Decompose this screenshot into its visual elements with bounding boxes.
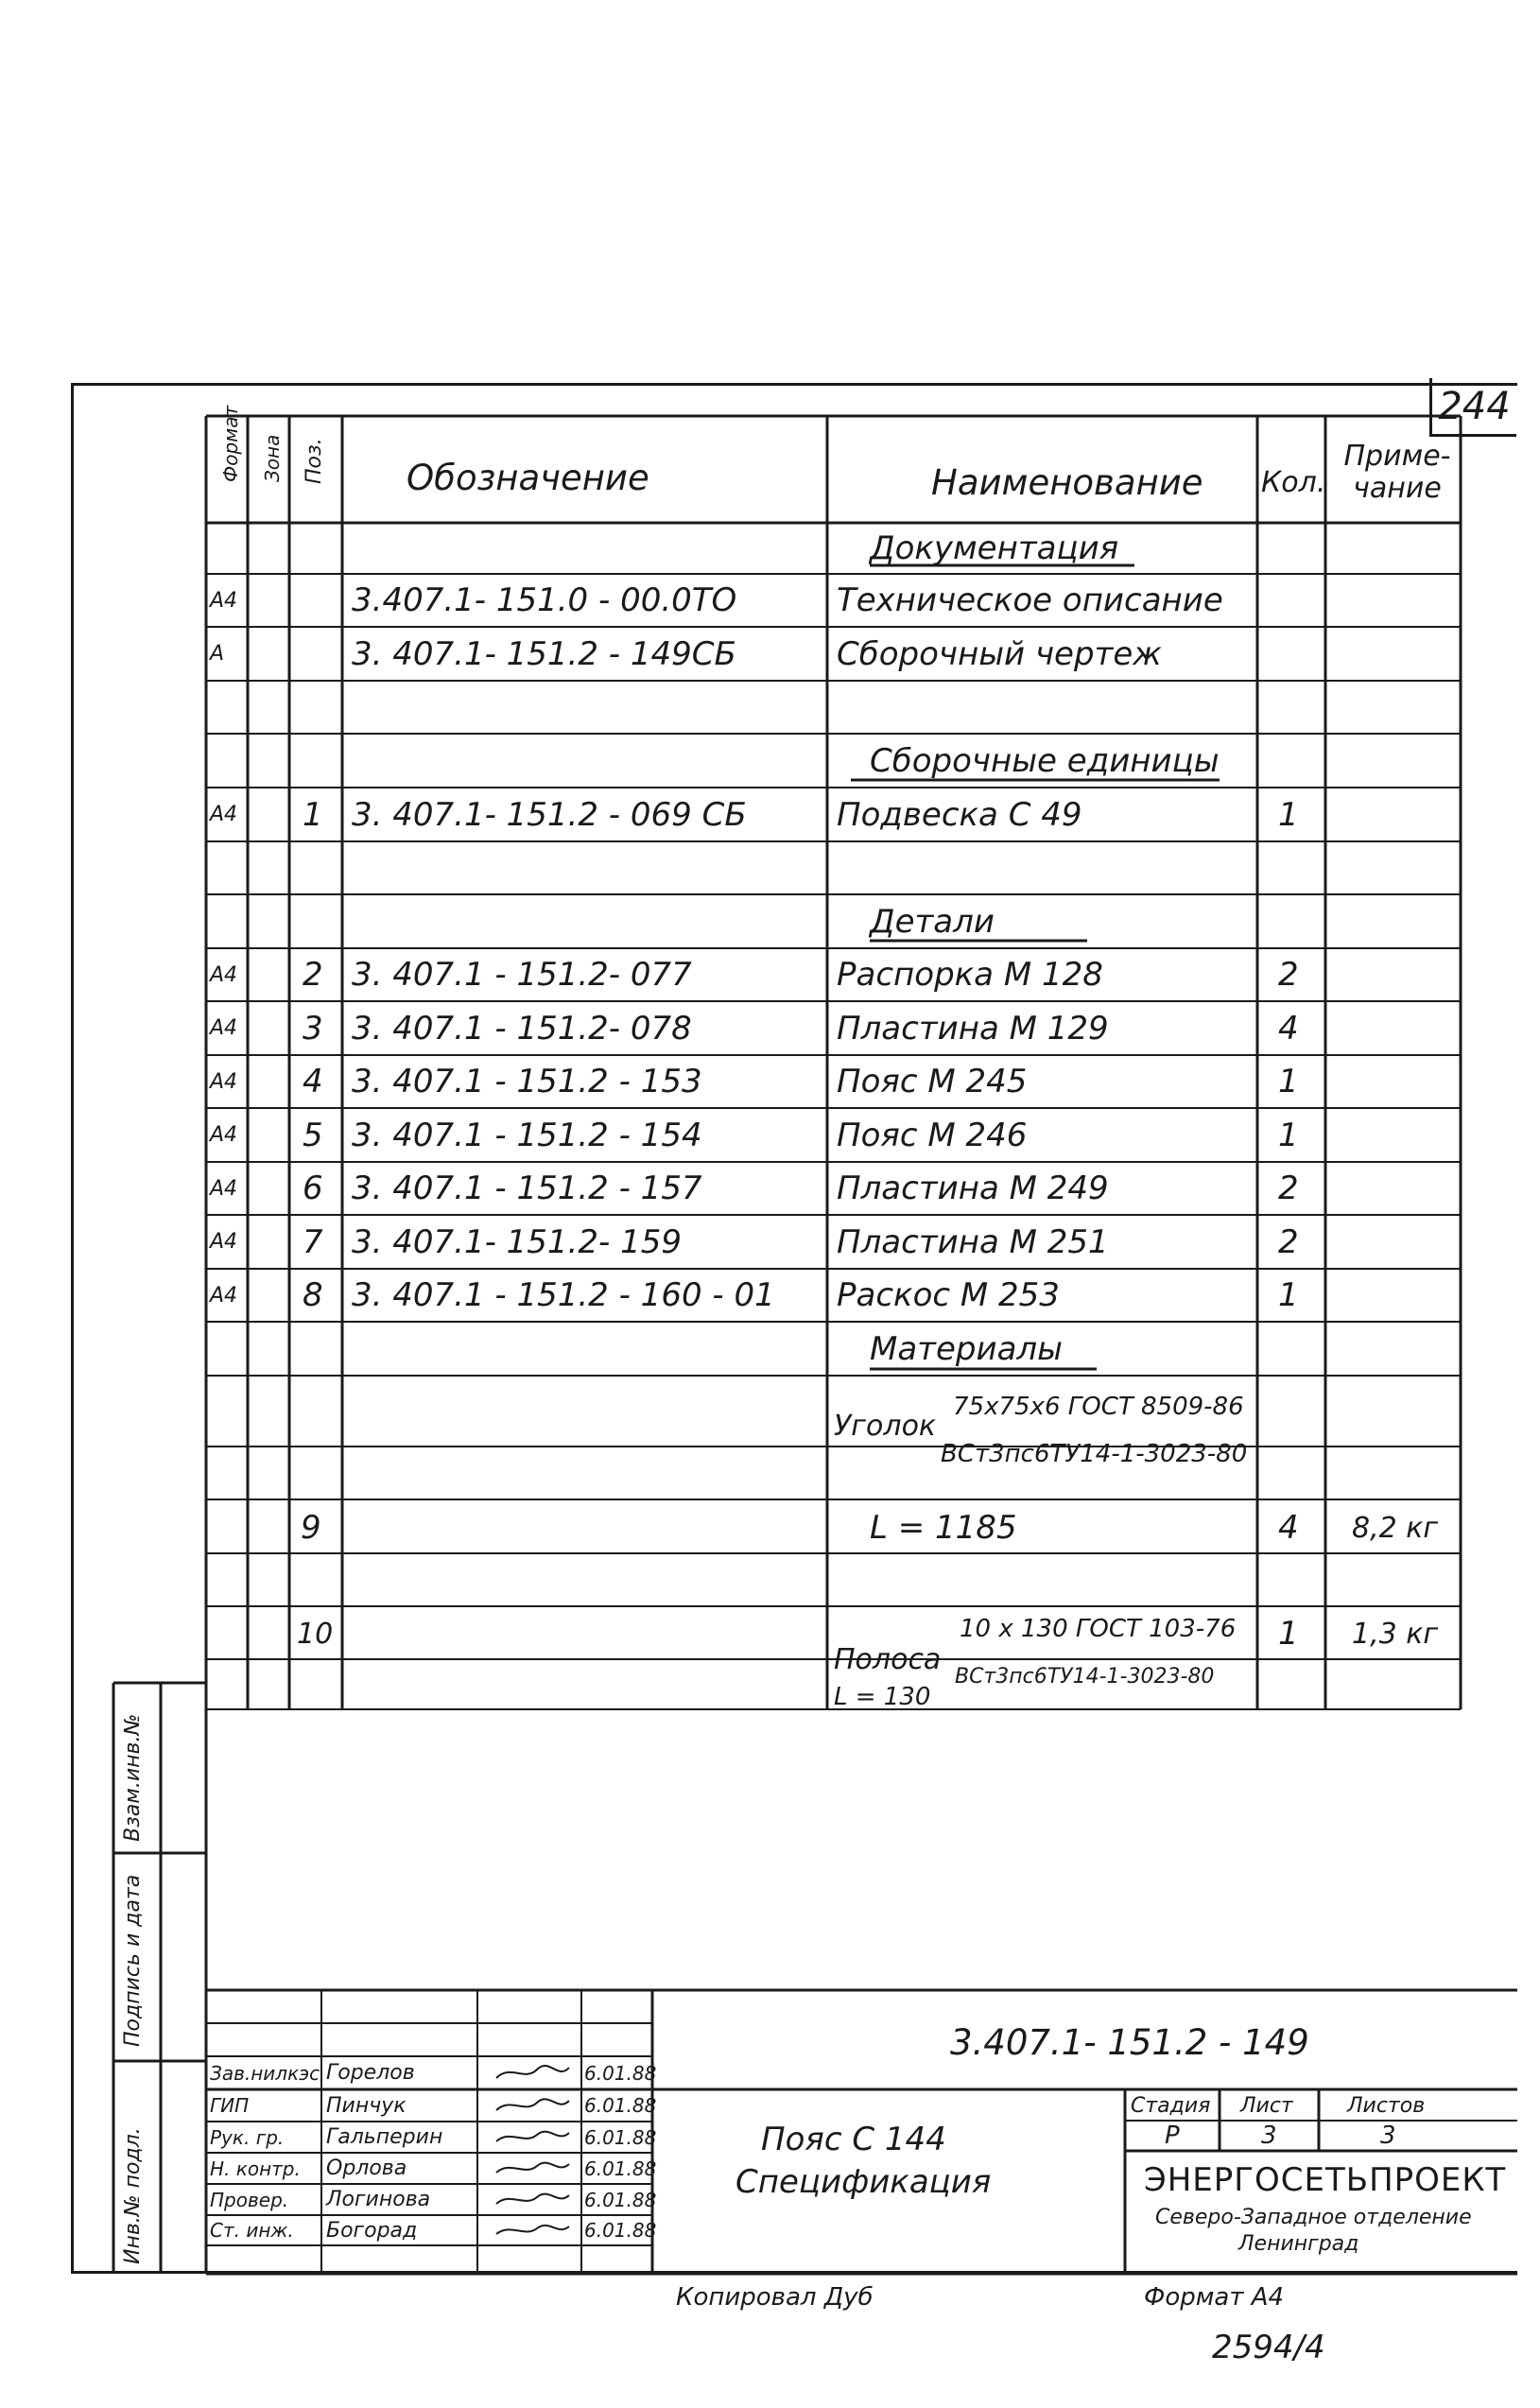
person-date: 6.01.88: [584, 2125, 657, 2149]
row-name: Пластина М 251: [837, 1222, 1109, 1261]
row-designation: 3. 407.1- 151.2 - 149СБ: [352, 634, 736, 673]
header-designation: Обозначение: [407, 457, 649, 498]
section-title: Документация: [870, 529, 1119, 567]
side-inv-podl: Инв.№ подл.: [121, 2127, 145, 2264]
person-name: Горелов: [326, 2061, 415, 2085]
row-name: Раскос М 253: [837, 1276, 1060, 1314]
doc-code: 3.407.1- 151.2 - 149: [950, 2021, 1309, 2063]
row-format: А4: [210, 1283, 238, 1308]
person-name: Орлова: [326, 2157, 407, 2180]
row-name: Подвеска С 49: [837, 795, 1082, 834]
row-qty: 2: [1278, 1222, 1299, 1261]
header-note: Приме-чание: [1343, 440, 1451, 505]
angle-pos: 9: [301, 1509, 321, 1547]
row-qty: 1: [1278, 1276, 1299, 1314]
strip-qty: 1: [1278, 1615, 1299, 1653]
angle-line1: 75х75х6 ГОСТ 8509-86: [953, 1393, 1244, 1421]
org-city: Ленинград: [1238, 2231, 1359, 2256]
person-date: 6.01.88: [584, 2219, 657, 2242]
angle-word: Уголок: [834, 1409, 937, 1443]
signature-mark: [492, 2190, 572, 2211]
header-pos: Поз.: [303, 438, 326, 484]
angle-length: L = 1185: [870, 1509, 1017, 1547]
strip-pos: 10: [297, 1617, 334, 1651]
sheet-number: 244: [1429, 378, 1516, 437]
row-name: Пластина М 129: [837, 1009, 1109, 1048]
row-qty: 1: [1278, 1116, 1299, 1154]
row-format: А4: [210, 1123, 238, 1147]
stage-value: Р: [1165, 2122, 1180, 2150]
row-designation: 3. 407.1 - 151.2 - 157: [352, 1169, 702, 1207]
signature-mark: [492, 2158, 572, 2180]
row-format: А4: [210, 1016, 238, 1040]
footer-format: Формат А4: [1144, 2283, 1285, 2312]
sheets-value: 3: [1380, 2122, 1396, 2150]
row-designation: 3. 407.1- 151.2- 159: [352, 1222, 682, 1261]
person-role: ГИП: [210, 2094, 250, 2117]
org-name: ЭНЕРГОСЕТЬПРОЕКТ: [1144, 2161, 1507, 2199]
signature-mark: [492, 2221, 572, 2242]
person-name: Гальперин: [326, 2125, 443, 2149]
angle-line2: ВСт3пс6ТУ14-1-3023-80: [941, 1440, 1248, 1468]
row-designation: 3. 407.1 - 151.2 - 160 - 01: [352, 1276, 775, 1314]
row-pos: 1: [303, 795, 323, 834]
row-format: А4: [210, 1069, 238, 1094]
strip-length: L = 130: [834, 1683, 931, 1711]
person-name: Пинчук: [326, 2093, 407, 2118]
signature-mark: [492, 2127, 572, 2149]
section-title: Материалы: [870, 1329, 1063, 1368]
row-format: А4: [210, 1230, 238, 1254]
row-format: А4: [210, 1176, 238, 1201]
side-vzam: Взам.инв.№: [121, 1713, 145, 1842]
title-line1: Пояс С 144: [761, 2121, 946, 2158]
header-zone: Зона: [261, 434, 284, 482]
row-format: А4: [210, 588, 238, 613]
person-role: Н. контр.: [210, 2157, 301, 2180]
archive-number: 2594/4: [1212, 2329, 1325, 2366]
person-date: 6.01.88: [584, 2157, 657, 2180]
sheet-label: Лист: [1240, 2093, 1293, 2118]
strip-note: 1,3 кг: [1352, 1617, 1439, 1651]
person-date: 6.01.88: [584, 2061, 657, 2085]
row-pos: 7: [303, 1222, 323, 1261]
person-name: Богорад: [326, 2218, 418, 2243]
row-qty: 4: [1278, 1009, 1299, 1048]
row-pos: 5: [303, 1116, 323, 1154]
sheets-label: Листов: [1347, 2093, 1426, 2118]
person-role: Провер.: [210, 2188, 289, 2211]
strip-word: Полоса: [834, 1642, 942, 1676]
strip-line1: 10 х 130 ГОСТ 103-76: [960, 1615, 1237, 1643]
row-pos: 8: [303, 1276, 323, 1314]
row-pos: 2: [303, 956, 323, 994]
section-title: Детали: [870, 902, 995, 941]
row-qty: 1: [1278, 795, 1299, 834]
sheet-value: 3: [1261, 2122, 1277, 2150]
row-name: Пластина М 249: [837, 1169, 1109, 1207]
org-dept: Северо-Западное отделение: [1155, 2205, 1472, 2229]
row-format: А4: [210, 803, 238, 826]
row-qty: 1: [1278, 1063, 1299, 1100]
row-designation: 3. 407.1 - 151.2 - 154: [352, 1116, 702, 1154]
signature-mark: [492, 2095, 572, 2118]
copied-by: Копировал Дуб: [676, 2283, 874, 2312]
signature-mark: [492, 2062, 572, 2086]
person-role: Рук. гр.: [210, 2125, 285, 2149]
row-designation: 3.407.1- 151.0 - 00.0ТО: [352, 581, 737, 619]
row-pos: 6: [303, 1169, 323, 1207]
section-title: Сборочные единицы: [870, 741, 1220, 780]
header-qty: Кол.: [1261, 465, 1326, 499]
header-format: Формат: [219, 405, 242, 482]
person-name: Логинова: [326, 2188, 431, 2211]
side-podpis: Подпись и дата: [121, 1874, 145, 2047]
angle-note: 8,2 кг: [1352, 1511, 1439, 1545]
row-name: Пояс М 246: [837, 1116, 1028, 1154]
person-role: Ст. инж.: [210, 2219, 294, 2242]
row-pos: 4: [303, 1063, 323, 1100]
row-format: А4: [210, 962, 238, 987]
title-line2: Спецификация: [735, 2163, 992, 2201]
row-name: Распорка М 128: [837, 956, 1103, 994]
row-pos: 3: [303, 1009, 323, 1048]
angle-qty: 4: [1278, 1509, 1299, 1547]
row-designation: 3. 407.1 - 151.2 - 153: [352, 1063, 702, 1100]
row-designation: 3. 407.1 - 151.2- 077: [352, 956, 692, 994]
row-format: А: [210, 642, 225, 666]
stage-label: Стадия: [1131, 2093, 1211, 2118]
row-name: Пояс М 245: [837, 1063, 1028, 1100]
row-name: Техническое описание: [837, 581, 1223, 619]
row-qty: 2: [1278, 956, 1299, 994]
strip-line2: ВСт3пс6ТУ14-1-3023-80: [955, 1664, 1215, 1689]
row-designation: 3. 407.1- 151.2 - 069 СБ: [352, 795, 747, 834]
header-name: Наименование: [931, 461, 1203, 503]
person-role: Зав.нилкэс: [210, 2061, 320, 2085]
person-date: 6.01.88: [584, 2094, 657, 2117]
row-designation: 3. 407.1 - 151.2- 078: [352, 1009, 692, 1048]
person-date: 6.01.88: [584, 2188, 657, 2211]
row-qty: 2: [1278, 1169, 1299, 1207]
row-name: Сборочный чертеж: [837, 634, 1162, 673]
